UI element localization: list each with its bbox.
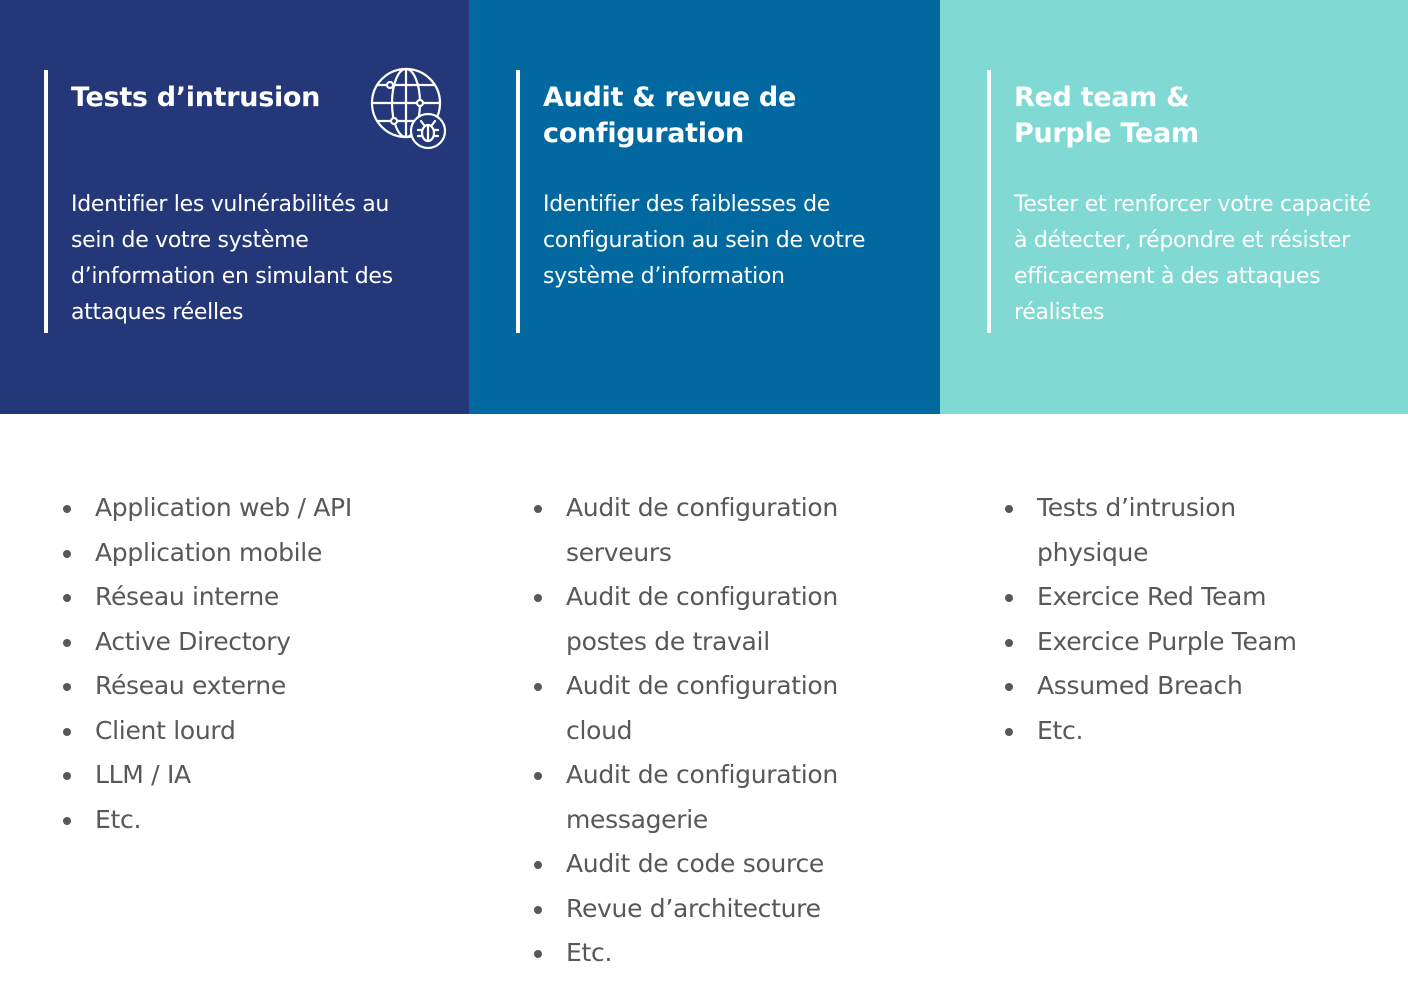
list-item	[531, 887, 871, 932]
list-item	[1002, 575, 1302, 620]
bullet	[63, 550, 71, 558]
card-red-purple-team	[940, 0, 1408, 414]
list-item	[60, 709, 460, 754]
bullet	[1005, 639, 1013, 647]
list-item	[60, 664, 460, 709]
card-title: Audit & revue de configuration	[543, 82, 796, 149]
list-item-label: Exercice Red Team	[1037, 582, 1267, 611]
bullet	[63, 817, 71, 825]
card-description: Identifier des faiblesses de configuration au sein de votre système d’information	[543, 192, 866, 289]
list-item	[531, 753, 871, 842]
bullet	[63, 594, 71, 602]
list-item	[1002, 709, 1302, 754]
list-item	[60, 620, 460, 665]
bullet	[1005, 683, 1013, 691]
bullet	[534, 906, 542, 914]
bullet	[63, 505, 71, 513]
bullet	[63, 728, 71, 736]
list-item	[531, 931, 871, 976]
list-item-label: Tests d’intrusion physique	[1037, 493, 1236, 567]
list-item-label: Revue d’architecture	[566, 893, 821, 923]
list-item	[1002, 664, 1302, 709]
bullet	[63, 639, 71, 647]
bullet	[534, 505, 542, 513]
list-item	[531, 842, 871, 887]
bullet	[1005, 594, 1013, 602]
bullet	[1005, 728, 1013, 736]
list-item	[60, 575, 460, 620]
card-description: Tester et renforcer votre capacité à détecter, répondre et résister efficacement à des attaques réalistes	[1014, 192, 1371, 325]
card-description: Identifier les vulnérabilités au sein de votre système d’information en simulant des attaques réelles	[71, 192, 393, 325]
list-tests-intrusion	[60, 486, 460, 842]
globe-bug-icon	[368, 65, 450, 151]
list-item-label: Assumed Breach	[1037, 671, 1243, 700]
list-item-label: Exercice Purple Team	[1037, 626, 1297, 656]
list-item	[531, 575, 871, 664]
list-item-label: Réseau externe	[95, 671, 286, 700]
bullet	[534, 772, 542, 780]
list-item	[531, 486, 871, 575]
list-item-label: Client lourd	[95, 715, 236, 745]
list-item-label: Etc.	[566, 938, 613, 967]
list-item	[60, 486, 460, 531]
list-audit-configuration	[531, 486, 871, 976]
list-item	[60, 753, 460, 798]
card-audit-configuration	[469, 0, 940, 414]
list-red-purple-team	[1002, 486, 1342, 753]
list-item-label: Audit de configuration serveurs	[566, 493, 838, 567]
bullet	[63, 772, 71, 780]
list-item-label: Audit de configuration messagerie	[566, 760, 838, 834]
list-item-label: Etc.	[95, 804, 142, 834]
bullet	[534, 594, 542, 602]
bullet	[63, 683, 71, 691]
list-item	[60, 798, 460, 843]
list-item	[531, 664, 871, 753]
card-tests-intrusion	[0, 0, 469, 414]
card-title: Red team & Purple Team	[1014, 82, 1199, 149]
accent-bar	[987, 70, 991, 333]
list-item-label: Audit de code source	[566, 849, 824, 878]
list-item-label: Réseau interne	[95, 582, 279, 611]
list-item-label: Audit de configuration cloud	[566, 671, 838, 745]
list-item-label: LLM / IA	[95, 760, 191, 789]
list-item-label: Application web / API	[95, 493, 352, 522]
list-item	[1002, 620, 1302, 665]
list-item	[1002, 486, 1302, 575]
card-title: Tests d’intrusion	[71, 82, 321, 113]
bullet	[1005, 505, 1013, 513]
bullet	[534, 683, 542, 691]
bullet	[534, 861, 542, 869]
accent-bar	[44, 70, 48, 333]
service-cards	[0, 0, 1408, 414]
accent-bar	[516, 70, 520, 333]
list-item-label: Active Directory	[95, 626, 291, 656]
bullet	[534, 950, 542, 958]
list-item-label: Application mobile	[95, 537, 323, 567]
list-item-label: Etc.	[1037, 715, 1084, 745]
list-item-label: Audit de configuration postes de travail	[566, 582, 838, 656]
list-item	[60, 531, 460, 576]
